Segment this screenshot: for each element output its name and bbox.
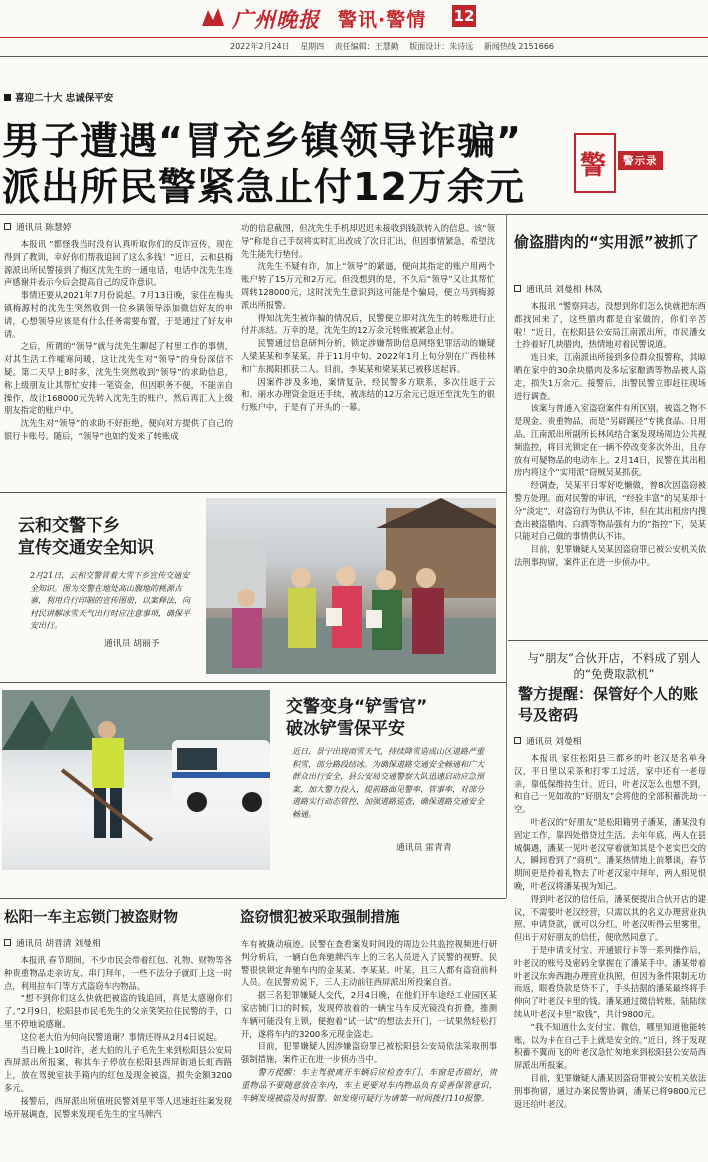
photo-section-divider bbox=[0, 682, 506, 683]
badge-character: 警 bbox=[580, 151, 607, 181]
lead-paragraph: 功的信息截图，但沈先生手机却迟迟未接收到钱款转入的信息。该“领导”称是自己手误将实时汇出改成了次日汇出，但因事情紧急，希望沈先生能先行垫付。 bbox=[241, 223, 495, 259]
article-paragraph: 警方提醒：车主驾驶离开车辆后应检查车门、车窗是否锁好，贵重物品不要随意放在车内，车主更要对车内物品负有妥善保管意识，车辆发现被盗及时报警。如发现可疑行为请第一时间拨打110报警。 bbox=[241, 1066, 497, 1103]
right-mid-article bbox=[514, 736, 706, 1110]
right-top-byline: 通讯员 刘曼相 林凤 bbox=[514, 284, 706, 297]
page-number: 12 bbox=[453, 7, 475, 25]
news-hotline: 新闻热线 2151666 bbox=[483, 42, 554, 51]
right-mid-subhead: 与“朋友”合伙开店，不料成了别人的“免费取款机” bbox=[527, 651, 701, 681]
editor-credit: 责任编辑：王慧勤 bbox=[334, 42, 399, 51]
photo-section-divider bbox=[0, 492, 506, 493]
photo1-title: 云和交警下乡 宣传交通安全知识 bbox=[18, 516, 154, 558]
article-paragraph: 该案与普通入室盗窃案件有所区别，被盗之物不是现金、贵重物品，而是“另辟蹊径”专挑食品、日用品。江南派出所副所长林风结合案发现场周边公共视频监控，将目光锁定在一辆不停改变多次外出，且存放有可疑物品的电动车上。2月14日，民警在其出租房内将这个“实用派”窃贼吴某抓获。 bbox=[514, 403, 706, 478]
article-paragraph: “我不知道什么支付宝、微信，哪里知道他能转账，以为卡在自己手上就是安全的。”近日，终于发现积蓄不翼而飞的叶老汉急忙匆地来到松阳县公安局西屏派出所报案。 bbox=[514, 1021, 706, 1071]
column-divider bbox=[506, 214, 507, 898]
photo2-caption: 近日，景宁出现雨雪天气，持续降雪造成山区道路严重积雪，部分路段结冰。为确保道路交通安全畅通和广大群众出行安全，县公安局交通警察大队迅速启动应急预案，加大警力投入，提前路面见警率、管事率，对部分道路实行动态管控，加强道路巡查，确保道路交通安全畅通。 bbox=[292, 747, 484, 819]
photo-police-shoveling-snow bbox=[2, 690, 270, 870]
newspaper-emblem-icon bbox=[200, 6, 226, 28]
bottom-right-headline: 盗窃惯犯被采取强制措施 bbox=[240, 910, 400, 926]
lead-article-column-2 bbox=[241, 222, 495, 414]
alarm-badge bbox=[574, 133, 702, 193]
article-paragraph: 车有被撬动痕迹。民警在查看案发时间段的周边公共监控视频进行研判分析后，一辆白色奔驰牌汽车上的三名人员进入了民警的视野。民警很快锁定奔驰车内的金某某、李某某、叶某，且三人都有盗窃前科人员。在民警劝说下，三人主动前往西屏派出所投案自首。 bbox=[241, 939, 497, 988]
photo1-credit: 通讯员 胡丽予 bbox=[104, 639, 160, 649]
article-paragraph: 接警后，西屏派出所值班民警刘星平等人迅速赶往案发现场开展调查，民警来发现毛先生的宝马牌汽 bbox=[4, 1095, 232, 1119]
bottom-divider bbox=[0, 898, 506, 899]
article-paragraph: 连日来，江南派出所接到多位群众报警称，其晾晒在家中的30余块腊肉及多坛家酿酒等物品被人盗走，损失1万余元。接警后，出警民警立即赶往现场进行调查。 bbox=[514, 352, 706, 401]
right-divider bbox=[508, 640, 708, 641]
issue-weekday: 星期四 bbox=[300, 42, 325, 51]
lead-paragraph: 沈先生不疑有诈，加上“领导”的紧逼，便向其指定的账户用两个账户转了15万元和2万元。但没想到的是，不久后“领导”又让其帮忙周转128000元，这时沈先生意识到这可能是个骗局，便立马到梅源派出所报警。 bbox=[241, 261, 495, 310]
article-paragraph: 得到叶老汉的信任后，潘某便提出合伙开店的建议，不需要叶老汉经营，只需以其的名义办理营业执照、申请贷款，就可以分红。叶老汉听得云里雾里，但出于对好朋友的信任，便欣然同意了。 bbox=[514, 893, 706, 943]
badge-tag: 警示录 bbox=[618, 151, 663, 170]
photo1-caption: 2月21日，云和交警冒着大雪下乡宣传交通安全知识。图为交警在地处高山腹地的桃源古寨，利用自行印制的宣传图册，以案释法，向村民讲解冰雪天气出行时应注意事项，确保平安出行。 bbox=[30, 571, 190, 630]
right-mid-byline: 通讯员 刘曼相 bbox=[514, 736, 706, 749]
designer-credit: 版面设计：朱诗远 bbox=[409, 42, 474, 51]
lead-divider bbox=[0, 214, 708, 215]
article-paragraph: 这位老大伯为何向民警道谢？事情还得从2月4日说起。 bbox=[20, 1031, 222, 1042]
photo-illustration bbox=[206, 498, 496, 674]
lead-paragraph: 事情还要从2021年7月份说起。7月13日晚，家住在梅头镇梅源村的沈先生突然收到一位乡镇领导添加微信好友的申请，心想领导应该是有什么任务需要布置，于是通过了好友申请。 bbox=[4, 290, 233, 339]
right-top-article bbox=[514, 284, 706, 569]
lead-kicker: 喜迎二十大 忠诚保平安 bbox=[4, 90, 113, 104]
article-paragraph: 本报讯 “警察同志，没想到你们怎么快就把东西都找回来了，这些腊肉都是自家做的，你们辛苦啦！”近日，在松阳县公安局江南派出所，市民潘女士拎着好几块腊肉，热情地对着民警说道。 bbox=[514, 301, 706, 350]
article-paragraph: 于是申请支付宝、开通银行卡等一系列操作后，叶老汉的账号及密码全掌握在了潘某手中。潘某带着叶老汉东奔西跑办理营业执照，但因为条件限制无功而返，眼看贷款是贷不了，手头拮据的潘某最终将手伸向了叶老汉卡里的钱。潘某通过微信转账，陆陆续续从叶老汉卡里“取钱”，共计9800元。 bbox=[514, 944, 706, 1019]
right-mid-headline: 警方提醒：保管好个人的账号及密码 bbox=[518, 685, 699, 724]
lead-byline: 通讯员 陈慧婷 bbox=[4, 222, 233, 235]
photo2-title: 交警变身“铲雪官” 破冰铲雪保平安 bbox=[286, 697, 428, 739]
header-info-line bbox=[230, 41, 562, 52]
article-paragraph: 叶老汉的“好朋友”是松阳籍男子潘某，潘某没有固定工作，靠四处借贷过生活。去年年底，两人在县城偶遇，潘某一见叶老汉穿着就知其是个老实巴交的人，瞬间看到了“商机”。潘某热情地上前攀谈，春节期间更是拎着礼物去了叶老汉家中拜年，两人相见恨晚，叶老汉将潘某视为知己。 bbox=[514, 816, 706, 891]
bottom-byline: 通讯员 胡晋清 刘曼相 bbox=[4, 938, 232, 951]
article-paragraph: 目前，犯罪嫌疑人吴某因盗窃罪已被公安机关依法刑事拘留，案件正在进一步侦办中。 bbox=[514, 544, 706, 567]
article-paragraph: “想不到你们这么快就把被盗的钱追回，真是太感谢你们了。”2月9日，松阳县市民毛先生的父亲笑笑拉住民警的手，口里不停地说感谢。 bbox=[4, 993, 232, 1029]
lead-paragraph: 得知沈先生被诈骗的情况后，民警便立即对沈先生的转账进行止付并冻结。万幸的是，沈先生的12万余元转账被紧急止付。 bbox=[241, 312, 495, 336]
photo-traffic-police-village bbox=[206, 498, 496, 674]
lead-headline-line1: 男子遭遇“冒充乡镇领导诈骗” bbox=[2, 119, 522, 163]
article-paragraph: 本报讯 春节期间，不少市民会带着红包、礼物、财物等各种贵重物品走亲访友、串门拜年，一些不法分子就盯上这一时点，利用拉车门等方式盗窃车内物品。 bbox=[4, 955, 232, 991]
lead-paragraph: 沈先生对“领导”的求助不好拒绝，便向对方提供了自己的银行卡账号。随后，“领导”也如约发来了转账成 bbox=[4, 418, 233, 441]
lead-headline-line2: 派出所民警紧急止付12万余元 bbox=[2, 165, 525, 209]
lead-paragraph: 因案件涉及多地，案情复杂，经民警多方联系，多次往返于云和、丽水办理资金返还手续，被冻结的12万余元已返还至沈先生的银行账户中，于是有了开头的一幕。 bbox=[241, 376, 495, 413]
lead-paragraph: 民警通过信息研判分析，锁定涉嫌帮助信息网络犯罪活动的嫌疑人梁某某和李某某，并于11月中旬、2022年1月上旬分别在广西桂林和广东揭阳抓获二人。目前，李某某和梁某某已被移送起诉。 bbox=[241, 338, 495, 374]
right-top-headline: 偷盗腊肉的“实用派”被抓了 bbox=[514, 233, 699, 251]
header-divider bbox=[0, 56, 708, 57]
article-paragraph: 当日晚上10时许，老大伯的儿子毛先生来到松阳县公安局西屏派出所报案，称其车子停放在松阳县西屏街道长虹西路上，放在驾驶室扶手箱内的红包及现金被盗，损失金额3200多元。 bbox=[4, 1044, 232, 1093]
bottom-article-column-1 bbox=[4, 938, 232, 1120]
photo-illustration bbox=[2, 690, 270, 870]
photo2-credit: 通讯员 雷青青 bbox=[396, 843, 452, 853]
article-paragraph: 经调查，吴某平日零好吃懒做，曾8次因盗窃被警方处理。面对民警的审讯，“经验丰富”的吴某却十分“淡定”，对盗窃行为供认不讳，但在其出租房内搜查出被盗腊肉、白酒等物品强有力的“指控”下，吴某只能对自己做的事情供认不讳。 bbox=[514, 480, 706, 542]
newspaper-logo: 广州晚报 bbox=[232, 7, 320, 32]
bottom-left-headline: 松阳一车主忘锁门被盗财物 bbox=[4, 910, 178, 926]
article-paragraph: 本报讯 家住松阳县三都乡的叶老汉是名单身汉，平日里以采茶和打零工过活，家中还有一老母亲，靠低保维持生计。近日，叶老汉怎么也想不到，和自己一见如故的“好朋友”会将他的全部积蓄洗劫一空。 bbox=[514, 753, 706, 815]
section-title: 警讯·警情 bbox=[338, 9, 427, 31]
lead-article-column-1 bbox=[4, 222, 233, 443]
bottom-article-column-2 bbox=[241, 938, 497, 1104]
article-paragraph: 目前，犯罪嫌疑人因涉嫌盗窃罪已被松阳县公安局依法采取刑事强制措施，案件正在进一步侦办当中。 bbox=[241, 1041, 497, 1065]
lead-paragraph: 本报讯 “都怪我当时没有认真听取你们的反诈宣传，现在得到了教训，幸好你们帮我追回了这么多钱！”近日，云和县梅源派出所民警接到了梅区沈先生的一通电话，电话中沈先生连声感谢并表示今后会提高自己的反诈意识。 bbox=[4, 239, 233, 288]
article-paragraph: 据三名犯罪嫌疑人交代，2月4日晚，在他们开车途经工业园区某家店铺门口的时候，发现停放着的一辆宝马车反光镜没有折叠，推测车辆可能没有上锁，便抱着“试一试”的想法去开门，一试果然轻松打开，遂将车内的3200多元现金盗走。 bbox=[241, 990, 497, 1039]
lead-paragraph: 之后，所谓的“领导”就与沈先生聊起了村里工作的事情，对其生活工作嘘寒问暖，这让沈先生对“领导”的身份深信不疑。第二天早上8时多，沈先生突然收到“领导”的求助信息，称上级朋友让其帮忙安排一笔资金，但因职务不便，不能亲自操作，故让168000元先转入沈先生的账户，然后再汇入上级朋友指定的账户中。 bbox=[4, 341, 233, 416]
issue-date: 2022年2月24日 bbox=[230, 42, 290, 51]
article-paragraph: 目前，犯罪嫌疑人潘某因盗窃罪被公安机关依法刑事拘留，通过办案民警协调，潘某已将9800元已返还给叶老汉。 bbox=[514, 1072, 706, 1109]
